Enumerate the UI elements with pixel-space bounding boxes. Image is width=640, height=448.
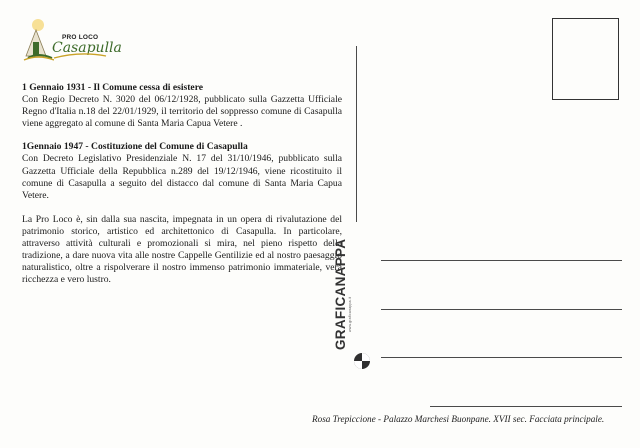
pro-loco-logo	[18, 16, 122, 62]
logo-top-text: PRO LOCO	[62, 34, 99, 41]
address-line	[430, 406, 622, 407]
logo-swoosh-icon	[52, 50, 108, 62]
address-line	[381, 260, 622, 261]
section-title: 1Gennaio 1947 - Costituzione del Comune di Casapulla	[22, 141, 248, 153]
address-line	[381, 357, 622, 358]
photo-caption: Rosa Trepiccione - Palazzo Marchesi Buonpane. XVII sec. Facciata principale.	[312, 414, 605, 424]
section-body: Con Regio Decreto N. 3020 del 06/12/1928, pubblicato sulla Gazzetta Ufficiale Regno d'Italia n.18 del 22/01/1929, il territorio del soppresso comune di Casapulla viene aggregato al comune di Santa Maria Capua Vetere .	[22, 94, 342, 130]
section-body: Con Decreto Legislativo Presidenziale N. 17 del 31/10/1946, pubblicato sulla Gazzetta Ufficiale della Repubblica n.289 del 19/12/1946, viene ricostituito il comune di Casapulla a seguito del distacco dal comune di Santa Maria Capua Vetere.	[22, 153, 342, 201]
section-body: La Pro Loco è, sin dalla sua nascita, impegnata in un opera di rivalutazione del patrimonio storico, artistico ed architettonico di Casapulla. In particolare, attraverso attività culturali e promozionali si mira, nel pieno rispetto della tradizione, a dare nuova vita alle nostre Cappelle Gentilizie ed al nostro paesaggio naturalistico, oltre a rispolverare il nostro immenso patrimonio immateriale, vera ricchezza e vero lustro.	[22, 213, 342, 286]
section-title: 1 Gennaio 1931 - Il Comune cessa di esistere	[22, 82, 204, 93]
text-column	[22, 82, 342, 286]
chapel-emblem-icon	[18, 16, 54, 62]
stamp-box	[552, 18, 619, 100]
center-divider	[356, 46, 357, 222]
address-line	[381, 309, 622, 310]
printer-brand	[334, 226, 374, 372]
brand-sub: www.graficanappa.it	[348, 296, 352, 332]
brand-name: GRAFICANAPPA	[333, 238, 348, 350]
logo-script-text: Casapulla	[52, 40, 122, 56]
brand-logo-icon	[353, 352, 371, 370]
